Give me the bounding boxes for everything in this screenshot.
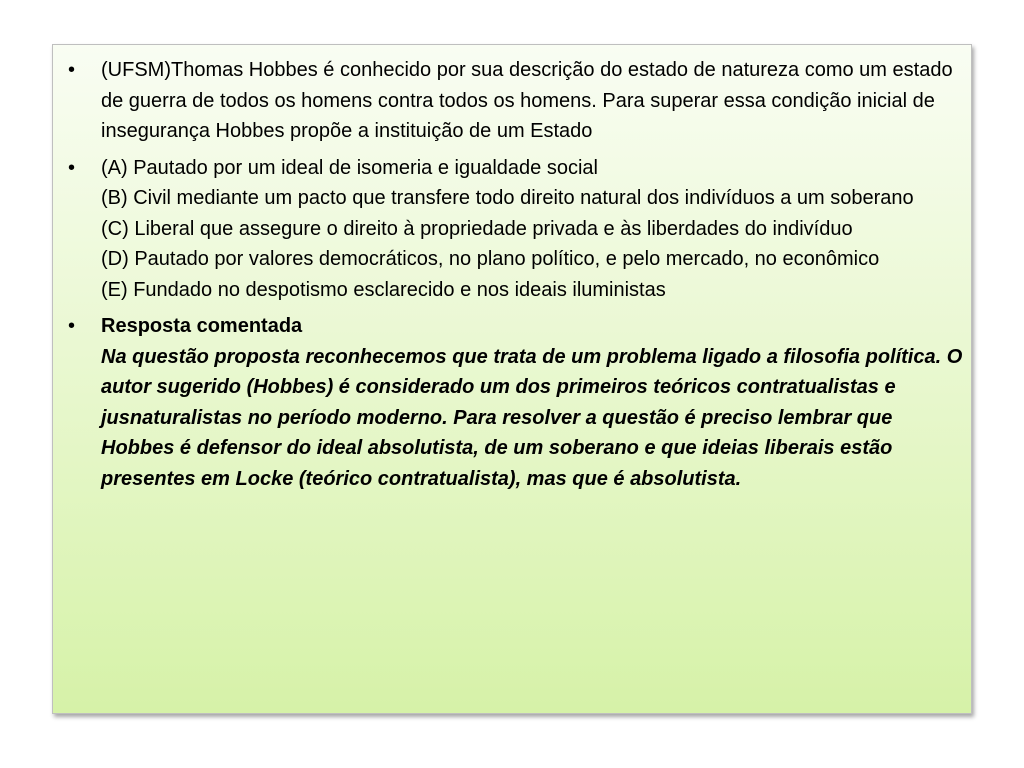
slide-panel	[52, 44, 972, 714]
options-bullet	[63, 153, 963, 306]
slide-content	[63, 55, 963, 500]
option-a: (A) Pautado por um ideal de isomeria e igualdade social	[101, 156, 598, 179]
bullet-marker: •	[68, 156, 76, 179]
question-bullet	[63, 55, 963, 147]
option-c: (C) Liberal que assegure o direito à propriedade privada e às liberdades do indivíduo	[101, 217, 853, 240]
answer-text: Na questão proposta reconhecemos que trata de um problema ligado a filosofia política. O autor sugerido (Hobbes) é considerado um dos primeiros teóricos contratualistas e jusnaturalistas no período moderno. Para resolver a questão é preciso lembrar que Hobbes é defensor do ideal absolutista, de um soberano e que ideias liberais estão presentes em Locke (teórico contratualista), mas que é absolutista.	[101, 345, 963, 490]
bullet-marker: •	[68, 315, 76, 337]
option-d: (D) Pautado por valores democráticos, no plano político, e pelo mercado, no econômico	[101, 248, 880, 270]
bullet-marker: •	[68, 59, 76, 81]
answer-bullet	[63, 311, 963, 494]
question-text: (UFSM)Thomas Hobbes é conhecido por sua descrição do estado de natureza como um estado de guerra de todos os homens contra todos os homens. Para superar essa condição inicial de insegurança Hobbes propõe a instituição de um Estado	[101, 59, 953, 142]
option-e: (E) Fundado no despotismo esclarecido e nos ideais iluministas	[101, 278, 666, 301]
option-b: (B) Civil mediante um pacto que transfere todo direito natural dos indivíduos a um soberano	[101, 187, 914, 209]
answer-heading: Resposta comentada	[101, 315, 303, 337]
